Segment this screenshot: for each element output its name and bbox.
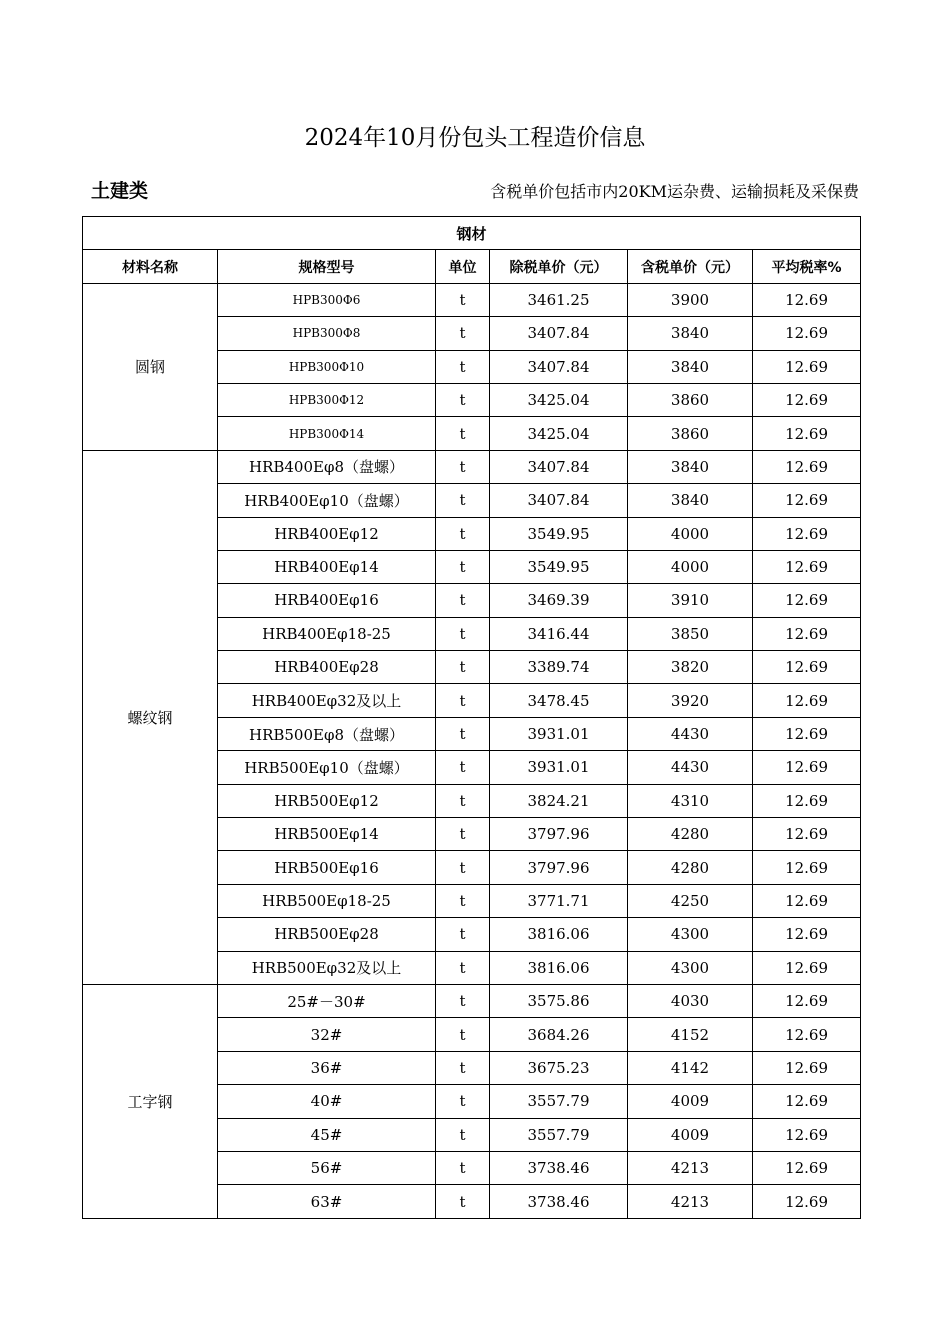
price-incl-tax-cell: 4280: [628, 851, 753, 884]
unit-cell: t: [436, 918, 490, 951]
price-excl-tax-cell: 3816.06: [490, 918, 628, 951]
spec-cell: HPB300Φ14: [218, 417, 436, 450]
price-incl-tax-cell: 4009: [628, 1085, 753, 1118]
column-header: 单位: [436, 250, 490, 283]
unit-cell: t: [436, 1018, 490, 1051]
unit-cell: t: [436, 884, 490, 917]
tax-rate-cell: 12.69: [753, 751, 861, 784]
price-excl-tax-cell: 3797.96: [490, 851, 628, 884]
spec-cell: 63#: [218, 1185, 436, 1218]
price-excl-tax-cell: 3407.84: [490, 450, 628, 483]
tax-rate-cell: 12.69: [753, 517, 861, 550]
price-excl-tax-cell: 3469.39: [490, 584, 628, 617]
tax-rate-cell: 12.69: [753, 1118, 861, 1151]
tax-rate-cell: 12.69: [753, 784, 861, 817]
unit-cell: t: [436, 517, 490, 550]
unit-cell: t: [436, 1185, 490, 1218]
spec-cell: HRB500Eφ16: [218, 851, 436, 884]
tax-rate-cell: 12.69: [753, 617, 861, 650]
tax-rate-cell: 12.69: [753, 918, 861, 951]
spec-cell: 25#－30#: [218, 984, 436, 1017]
tax-rate-cell: 12.69: [753, 1051, 861, 1084]
section-title: 土建类: [91, 180, 149, 202]
price-incl-tax-cell: 4009: [628, 1118, 753, 1151]
unit-cell: t: [436, 1118, 490, 1151]
tax-rate-cell: 12.69: [753, 283, 861, 316]
unit-cell: t: [436, 818, 490, 851]
unit-cell: t: [436, 684, 490, 717]
spec-cell: HRB400Eφ18-25: [218, 617, 436, 650]
price-excl-tax-cell: 3478.45: [490, 684, 628, 717]
price-excl-tax-cell: 3575.86: [490, 984, 628, 1017]
price-incl-tax-cell: 4213: [628, 1151, 753, 1184]
unit-cell: t: [436, 383, 490, 416]
spec-cell: HRB500Eφ18-25: [218, 884, 436, 917]
spec-cell: HRB400Eφ28: [218, 651, 436, 684]
price-excl-tax-cell: 3425.04: [490, 417, 628, 450]
document-title: 2024年10月份包头工程造价信息: [304, 125, 646, 151]
spec-cell: HPB300Φ6: [218, 283, 436, 316]
unit-cell: t: [436, 984, 490, 1017]
price-excl-tax-cell: 3931.01: [490, 751, 628, 784]
section-note: 含税单价包括市内20KM运杂费、运输损耗及采保费: [490, 182, 859, 201]
tax-rate-cell: 12.69: [753, 884, 861, 917]
price-incl-tax-cell: 4213: [628, 1185, 753, 1218]
price-excl-tax-cell: 3407.84: [490, 484, 628, 517]
material-group-name: 圆钢: [83, 283, 218, 450]
spec-cell: 56#: [218, 1151, 436, 1184]
price-incl-tax-cell: 4000: [628, 550, 753, 583]
spec-cell: HRB500Eφ14: [218, 818, 436, 851]
price-incl-tax-cell: 3860: [628, 383, 753, 416]
spec-cell: HPB300Φ10: [218, 350, 436, 383]
tax-rate-cell: 12.69: [753, 851, 861, 884]
price-excl-tax-cell: 3931.01: [490, 717, 628, 750]
price-excl-tax-cell: 3684.26: [490, 1018, 628, 1051]
price-incl-tax-cell: 4300: [628, 951, 753, 984]
price-excl-tax-cell: 3824.21: [490, 784, 628, 817]
table-row: [83, 984, 861, 1017]
price-excl-tax-cell: 3407.84: [490, 317, 628, 350]
price-excl-tax-cell: 3416.44: [490, 617, 628, 650]
tax-rate-cell: 12.69: [753, 450, 861, 483]
spec-cell: HRB500Eφ8（盘螺）: [218, 717, 436, 750]
spec-cell: HRB400Eφ14: [218, 550, 436, 583]
price-excl-tax-cell: 3407.84: [490, 350, 628, 383]
unit-cell: t: [436, 717, 490, 750]
table-header-row: [83, 250, 861, 283]
tax-rate-cell: 12.69: [753, 951, 861, 984]
tax-rate-cell: 12.69: [753, 1018, 861, 1051]
material-group-name: 工字钢: [83, 984, 218, 1218]
spec-cell: HPB300Φ8: [218, 317, 436, 350]
unit-cell: t: [436, 550, 490, 583]
tax-rate-cell: 12.69: [753, 350, 861, 383]
price-incl-tax-cell: 4250: [628, 884, 753, 917]
table-body: [83, 283, 861, 1218]
price-incl-tax-cell: 3840: [628, 317, 753, 350]
price-table: [82, 216, 861, 1219]
spec-cell: HRB400Eφ10（盘螺）: [218, 484, 436, 517]
price-incl-tax-cell: 3840: [628, 350, 753, 383]
tax-rate-cell: 12.69: [753, 317, 861, 350]
tax-rate-cell: 12.69: [753, 1151, 861, 1184]
spec-cell: HRB400Eφ16: [218, 584, 436, 617]
spec-cell: 32#: [218, 1018, 436, 1051]
unit-cell: t: [436, 1051, 490, 1084]
spec-cell: 40#: [218, 1085, 436, 1118]
price-incl-tax-cell: 3820: [628, 651, 753, 684]
spec-cell: HRB400Eφ8（盘螺）: [218, 450, 436, 483]
price-incl-tax-cell: 3860: [628, 417, 753, 450]
column-header: 除税单价（元）: [490, 250, 628, 283]
spec-cell: 45#: [218, 1118, 436, 1151]
price-incl-tax-cell: 4430: [628, 751, 753, 784]
price-incl-tax-cell: 4430: [628, 717, 753, 750]
price-excl-tax-cell: 3675.23: [490, 1051, 628, 1084]
unit-cell: t: [436, 417, 490, 450]
price-excl-tax-cell: 3389.74: [490, 651, 628, 684]
spec-cell: HRB500Eφ28: [218, 918, 436, 951]
unit-cell: t: [436, 617, 490, 650]
spec-cell: HRB500Eφ32及以上: [218, 951, 436, 984]
unit-cell: t: [436, 751, 490, 784]
table-row: [83, 283, 861, 316]
tax-rate-cell: 12.69: [753, 684, 861, 717]
table-caption: 钢材: [83, 217, 861, 250]
price-incl-tax-cell: 4000: [628, 517, 753, 550]
unit-cell: t: [436, 283, 490, 316]
tax-rate-cell: 12.69: [753, 1085, 861, 1118]
column-header: 规格型号: [218, 250, 436, 283]
price-excl-tax-cell: 3771.71: [490, 884, 628, 917]
price-incl-tax-cell: 4152: [628, 1018, 753, 1051]
tax-rate-cell: 12.69: [753, 1185, 861, 1218]
tax-rate-cell: 12.69: [753, 717, 861, 750]
unit-cell: t: [436, 350, 490, 383]
price-incl-tax-cell: 4030: [628, 984, 753, 1017]
column-header: 含税单价（元）: [628, 250, 753, 283]
table-row: [83, 450, 861, 483]
tax-rate-cell: 12.69: [753, 584, 861, 617]
section-header: [91, 176, 859, 206]
price-excl-tax-cell: 3816.06: [490, 951, 628, 984]
spec-cell: 36#: [218, 1051, 436, 1084]
price-incl-tax-cell: 4280: [628, 818, 753, 851]
tax-rate-cell: 12.69: [753, 818, 861, 851]
unit-cell: t: [436, 951, 490, 984]
unit-cell: t: [436, 851, 490, 884]
price-excl-tax-cell: 3425.04: [490, 383, 628, 416]
unit-cell: t: [436, 1085, 490, 1118]
unit-cell: t: [436, 651, 490, 684]
price-incl-tax-cell: 3900: [628, 283, 753, 316]
tax-rate-cell: 12.69: [753, 984, 861, 1017]
price-incl-tax-cell: 4142: [628, 1051, 753, 1084]
price-excl-tax-cell: 3738.46: [490, 1185, 628, 1218]
unit-cell: t: [436, 584, 490, 617]
price-incl-tax-cell: 4310: [628, 784, 753, 817]
price-incl-tax-cell: 3840: [628, 450, 753, 483]
price-incl-tax-cell: 3850: [628, 617, 753, 650]
unit-cell: t: [436, 484, 490, 517]
spec-cell: HRB400Eφ32及以上: [218, 684, 436, 717]
spec-cell: HPB300Φ12: [218, 383, 436, 416]
price-excl-tax-cell: 3738.46: [490, 1151, 628, 1184]
column-header: 材料名称: [83, 250, 218, 283]
price-excl-tax-cell: 3461.25: [490, 283, 628, 316]
tax-rate-cell: 12.69: [753, 550, 861, 583]
price-excl-tax-cell: 3549.95: [490, 550, 628, 583]
material-group-name: 螺纹钢: [83, 450, 218, 984]
price-excl-tax-cell: 3549.95: [490, 517, 628, 550]
price-incl-tax-cell: 3910: [628, 584, 753, 617]
price-incl-tax-cell: 4300: [628, 918, 753, 951]
price-incl-tax-cell: 3840: [628, 484, 753, 517]
price-excl-tax-cell: 3797.96: [490, 818, 628, 851]
price-excl-tax-cell: 3557.79: [490, 1118, 628, 1151]
table-caption-row: [83, 217, 861, 250]
column-header: 平均税率%: [753, 250, 861, 283]
spec-cell: HRB400Eφ12: [218, 517, 436, 550]
price-excl-tax-cell: 3557.79: [490, 1085, 628, 1118]
spec-cell: HRB500Eφ10（盘螺）: [218, 751, 436, 784]
tax-rate-cell: 12.69: [753, 417, 861, 450]
spec-cell: HRB500Eφ12: [218, 784, 436, 817]
unit-cell: t: [436, 784, 490, 817]
tax-rate-cell: 12.69: [753, 484, 861, 517]
unit-cell: t: [436, 450, 490, 483]
tax-rate-cell: 12.69: [753, 651, 861, 684]
unit-cell: t: [436, 1151, 490, 1184]
unit-cell: t: [436, 317, 490, 350]
price-incl-tax-cell: 3920: [628, 684, 753, 717]
tax-rate-cell: 12.69: [753, 383, 861, 416]
